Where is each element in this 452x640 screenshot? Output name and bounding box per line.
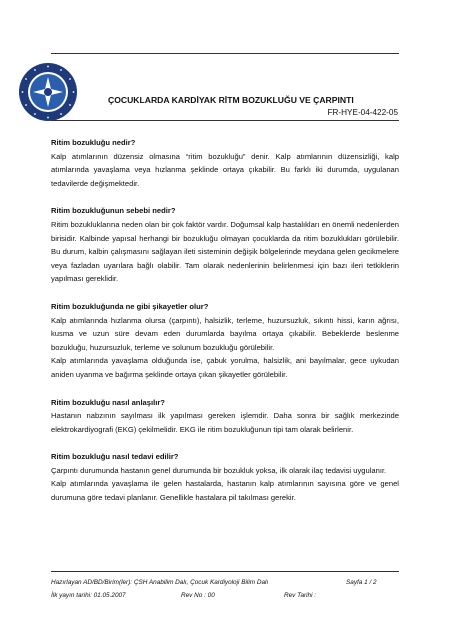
header-top-rule	[51, 53, 399, 54]
document-body	[51, 136, 399, 519]
footer-revision-date: Rev Tarihi :	[284, 592, 317, 599]
section-paragraph: Kalp atımlarının düzensiz olmasına “ritim bozukluğu” denir. Kalp atımlarının düzensizliği, kalp atımlarında yavaşlama veya hızlanma şeklinde ortaya çıkabilir. Bu farklı iki durumda, uygulanan tedavilerde değişmektedir.	[51, 151, 399, 188]
section-paragraph: Kalp atımlarında hızlanma olursa (çarpıntı), halsizlik, terleme, huzursuzluk, sıkıntı hissi, karın ağrısı, kusma ve uzun süre devam eden durumlarda bayılma ortaya çıkabilir. Bebeklerde beslenme bozukluğu, huzursuzluk, terleme ve solunum bozukluğu görülebilir.	[51, 315, 399, 352]
section-paragraph: Çarpıntı durumunda hastanın genel durumunda bir bozukluk yoksa, ilk olarak ilaç tedavisi uygulanır.	[51, 465, 387, 475]
section-paragraph: Kalp atımlarında yavaşlama ile gelen hastalarda, hastanın kalp atımlarının sayısına göre ve genel durumuna göre tedavi planlanır. Genellikle hastalara pil takılması gerekir.	[51, 479, 399, 503]
footer-line-2	[51, 592, 399, 602]
footer-rule	[51, 571, 399, 572]
university-seal-logo	[18, 62, 78, 122]
footer-first-publication: İlk yayın tarihi: 01.05.2007	[51, 592, 126, 599]
section-heading: Ritim bozukluğunda ne gibi şikayetler olur?	[51, 301, 209, 311]
section-paragraph: Kalp atımlarında yavaşlama olduğunda ise, çabuk yorulma, halsizlik, ani bayılmalar, gece uykudan aniden uyanma ve bağırma şeklinde ortaya çıkan şikayetler görülebilir.	[51, 356, 399, 379]
section-heading: Ritim bozukluğu nedir?	[51, 138, 136, 147]
section-paragraph: Hastanın nabzının sayılması ilk yapılması gereken işlemdir. Daha sonra bir sağlık merkezinde elektrokardiyografi (EKG) çekilmelidir. EKG ile ritim bozukluğunun tipi tam olarak belirlenir.	[51, 411, 399, 434]
document-title: ÇOCUKLARDA KARDİYAK RİTM BOZUKLUĞU VE ÇARPINTI	[108, 95, 354, 105]
footer-line-1	[51, 579, 399, 589]
footer-page-number: Sayfa 1 / 2	[346, 579, 377, 586]
footer-revision-number: Rev No : 00	[181, 592, 215, 599]
footer-prepared-by: Hazırlayan AD/BD/Birim(ler): ÇSH Anabilim Dalı, Çocuk Kardiyoloji Bilim Dalı	[51, 579, 269, 586]
section-paragraph: Ritim bozukluklarına neden olan bir çok faktör vardır. Doğumsal kalp hastalıkları en önemli nedenlerden birisidir. Kalbinde yapısal herhangi bir bozukluğu olmayan çocuklarda da ritim bozuklukları görülebilir. Bu durum, kalbin çalışmasını sağlayan ileti sisteminin değişik bölgelerinde meydana gelen gecikmelere veya fazladan uyarılara bağlı olabilir. Tam olarak nedenlerinin belirlenmesi için bazı ileri tetkiklerin yapılması gereklidir.	[51, 219, 399, 284]
section-heading: Ritim bozukluğu nasıl anlaşılır?	[51, 397, 165, 407]
document-code: FR-HYE-04-422-05	[327, 108, 398, 117]
section-heading: Ritim bozukluğu nasıl tedavi edilir?	[51, 452, 179, 462]
header-bottom-rule	[51, 120, 399, 121]
section-heading: Ritim bozukluğunun sebebi nedir?	[51, 206, 176, 216]
